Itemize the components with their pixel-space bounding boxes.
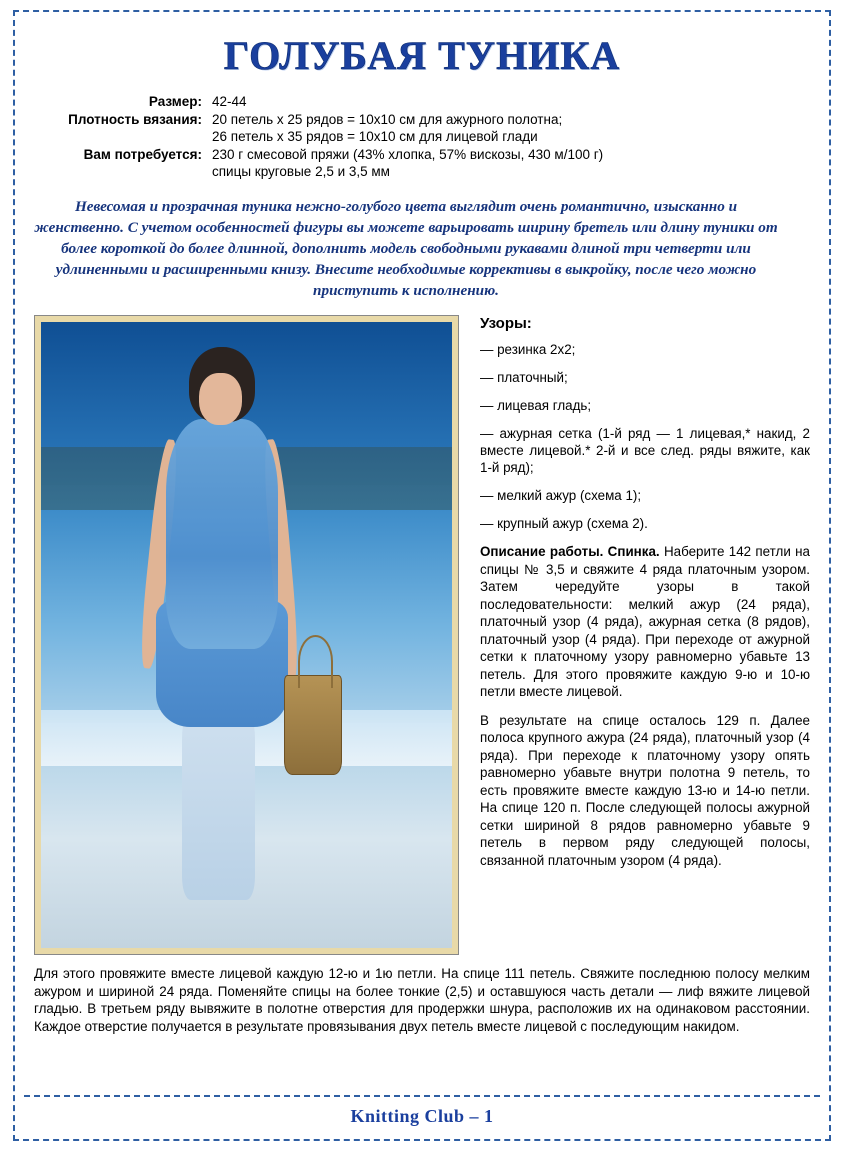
pattern-item: — резинка 2х2; [480, 342, 576, 357]
spec-value-line: 230 г смесовой пряжи (43% хлопка, 57% вискозы, 430 м/100 г) [212, 147, 604, 162]
pattern-item: — мелкий ажур (схема 1); [480, 488, 642, 503]
model-face [199, 373, 242, 425]
spec-value-line: 42-44 [212, 94, 247, 109]
patterns-heading: Узоры: [480, 315, 532, 332]
page-footer: Knitting Club – 1 [350, 1106, 494, 1126]
right-column [480, 315, 810, 880]
pattern-item: — платочный; [480, 370, 568, 385]
description-paragraph-3: Для этого провяжите вместе лицевой каждую 12-ю и 1ю петли. На спице 111 петель. Свяжите последнюю полосу мелким ажуром и шириной 24 ряда. Поменяйте спицы на более тонкие (2,5) и оставшуюся часть детали — лиф вяжите лицевой гладью. В третьем ряду вывяжите в полотне отверстия для продержки шнура, расположив их на одинаковом расстоянии. Каждое отверстие получается в результате провязывания двух петель вместе лицевой с последующим накидом. [34, 966, 810, 1034]
intro-paragraph: Невесомая и прозрачная туника нежно-голубого цвета выглядит очень романтично, изысканно и женственно. С учетом особенностей фигуры вы можете варьировать ширину бретель или длину туники от более короткой до более длинной, дополнить модель свободными рукавами длиной три четверти или удлиненными и расширенными книзу. Внесите необходимые коррективы в выкройку, после чего можно приступить к исполнению. [34, 198, 778, 299]
spec-row [34, 111, 734, 145]
spec-label: Вам потребуется: [83, 147, 202, 162]
spec-row [34, 93, 734, 110]
pattern-item: — крупный ажур (схема 2). [480, 516, 648, 531]
description-heading: Описание работы. Спинка. [480, 544, 660, 559]
model-handbag [284, 675, 342, 775]
page-content [34, 22, 810, 1132]
footer-divider [24, 1095, 820, 1097]
spec-label: Размер: [148, 94, 202, 109]
spec-value-line: спицы круговые 2,5 и 3,5 мм [212, 164, 390, 179]
model-photo [41, 322, 452, 948]
description-paragraph-2: В результате на спице осталось 129 п. Далее полоса крупного ажура (24 ряда), платочный узор (4 ряда). При переходе к платочному узору опять равномерно убавьте внутри полотна 9 петель, то есть провяжите вместе каждую 13-ю и 14-ю петли. На спице 120 п. После следующей полосы ажурной сетки шириной 8 рядов равномерно убавьте 9 петель в первом ряду следующей полосы, связанной платочным узором (4 ряда). [480, 712, 810, 868]
pattern-item: — ажурная сетка (1-й ряд — 1 лицевая,* накид, 2 вместе лицевой.* 2-й и все след. ряды вяжите, как 1-й ряд); [480, 426, 810, 475]
pattern-item: — лицевая гладь; [480, 398, 592, 413]
page-title: ГОЛУБАЯ ТУНИКА [223, 33, 621, 78]
spec-value-line: 20 петель х 25 рядов = 10х10 см для ажурного полотна; [212, 112, 563, 127]
spec-value-line: 26 петель х 35 рядов = 10х10 см для лицевой глади [212, 129, 538, 144]
description-paragraph-1 [480, 543, 810, 701]
model-photo-frame [34, 315, 459, 955]
photo-model-figure [140, 347, 304, 923]
model-tunic [166, 419, 278, 649]
description-paragraph-1-text: Наберите 142 петли на спицы № 3,5 и свяжите 4 ряда платочным узором. Затем чередуйте узоры в такой последовательности: мелкий ажур (24 ряда), платочный узор (4 ряда), ажурная сетка (8 рядов), платочный узор (4 ряда). При переходе от ажурной сетки к платочному узору равномерно убавьте 13 петель. Для этого провяжите каждую 9-ю и 10-ю петли вместе лицевой. [480, 544, 810, 699]
spec-value [212, 93, 247, 110]
spec-value [212, 146, 603, 180]
model-trousers [182, 704, 254, 900]
specifications-table [34, 93, 734, 180]
spec-value [212, 111, 562, 145]
spec-row [34, 146, 734, 180]
spec-label: Плотность вязания: [68, 112, 202, 127]
